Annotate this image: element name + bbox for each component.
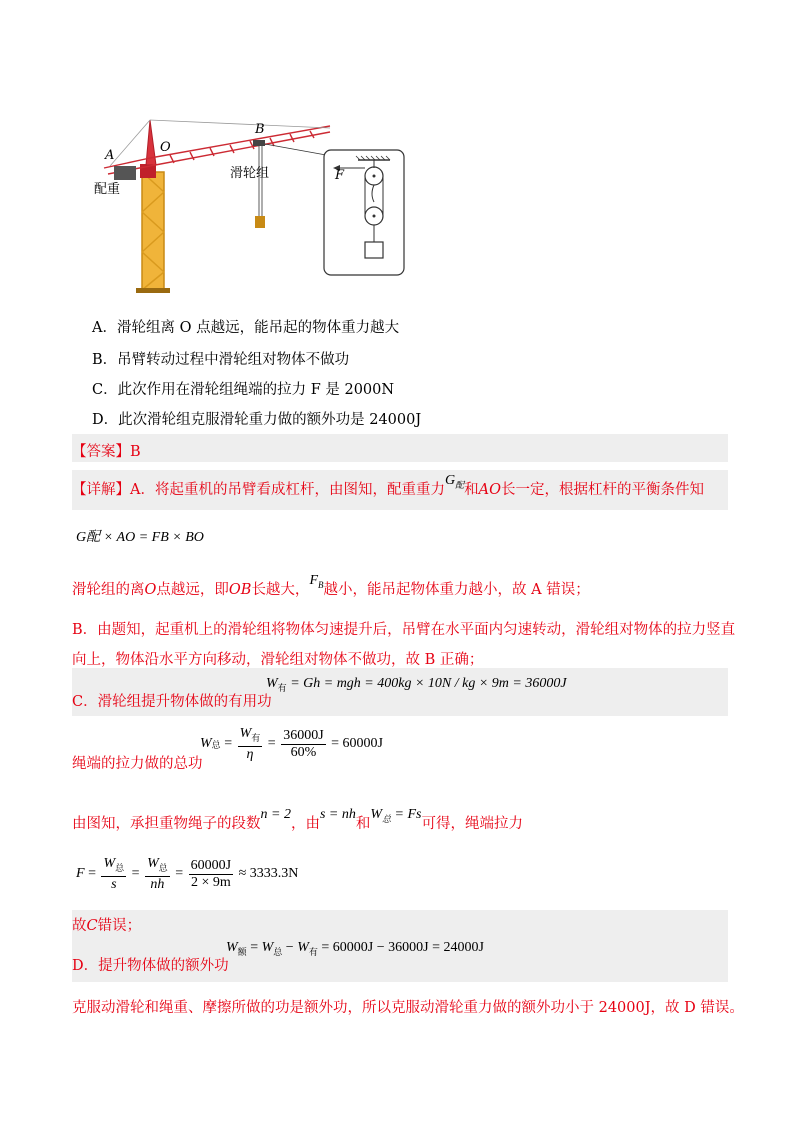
distance-relation: s = nh: [319, 807, 356, 822]
crane-figure: [90, 110, 410, 295]
label-F: F: [335, 168, 345, 183]
detail-a-line2-2: 点越远，即: [156, 582, 229, 598]
label-pulley: 滑轮组: [230, 166, 270, 181]
option-c: C．此次作用在滑轮组绳端的拉力 F 是 2000N: [92, 382, 395, 398]
total-work-equation: W 总 = $\frac{W_有}{\eta}$ = $\frac{36000J}{60\%}$ = 60000J: [200, 726, 383, 762]
lever-equation: G配 × AO = FB × BO: [76, 530, 204, 545]
detail-c-line3: 由图知，承担重物绳子的段数n = 2，由s = nh和$W_总 = Fs$可得，绳端拉力: [72, 807, 523, 832]
detail-c-conclusion: [72, 914, 141, 935]
pull-force-result: ≈ 3333.3N: [238, 866, 299, 882]
total-work-den: 60%: [290, 744, 317, 760]
crane-illustration: [90, 110, 410, 295]
total-work-num: 36000J: [283, 727, 324, 743]
detail-a-intro-2: 和: [464, 482, 479, 498]
detail-a-intro-1: 【详解】A．将起重机的吊臂看成杠杆，由图知，配重重力: [72, 482, 445, 498]
detail-c-line3-2: ，由: [290, 816, 320, 832]
detail-c-line1: C．滑轮组提升物体做的有用功: [72, 694, 272, 710]
detail-a-line2-ob: OB: [228, 582, 252, 598]
detail-a-intro-ao: AO: [478, 482, 501, 498]
answer-label: 【答案】B: [72, 444, 141, 460]
detail-a-line2-1: 滑轮组的离: [72, 582, 145, 598]
detail-d-line1: D．提升物体做的额外功: [72, 958, 229, 974]
rope-segments: n = 2: [260, 807, 291, 822]
detail-d-line2: 克服动滑轮和绳重、摩擦所做的功是额外功，所以克服动滑轮重力做的额外功小于 24000J，故 D 错误。: [72, 1000, 744, 1016]
label-O: O: [160, 140, 171, 155]
label-counterweight: 配重: [94, 182, 121, 197]
total-work-result: = 60000J: [331, 736, 383, 752]
detail-c-line3-1: 由图知，承担重物绳子的段数: [72, 816, 261, 832]
detail-a-line2-3: 长越大，: [251, 582, 310, 598]
detail-b-line1: B．由题知，起重机上的滑轮组将物体匀速提升后，吊臂在水平面内匀速转动，滑轮组对物体的拉力竖直: [72, 622, 736, 638]
detail-a-intro: 【详解】A．将起重机的吊臂看成杠杆，由图知，配重重力$G_配$和AO长一定，根据杠杆的平衡条件知: [72, 473, 704, 498]
detail-c-conclusion-c: C: [86, 918, 98, 934]
pull-force-equation: F = $\frac{W_总}{s}$ = $\frac{W_总}{nh}$ = $\frac{60000J}{2 \times 9m}$ ≈ 3333.3N: [76, 856, 299, 892]
detail-c-line2: 绳端的拉力做的总功: [72, 756, 203, 772]
detail-c-line3-3: 和: [355, 816, 371, 832]
pull-force-den: 2 × 9m: [190, 874, 231, 890]
detail-c-conclusion-1: 故: [72, 918, 87, 934]
useful-work-value: = Gh = mgh = 400kg × 10N / kg × 9m = 36000J: [290, 676, 567, 691]
label-A: A: [105, 148, 115, 163]
useful-work-equation: $W_有 = Gh$ = mgh = 400kg × 10N / kg × 9m = 36000J: [266, 676, 567, 693]
detail-a-intro-3: 长一定，根据杠杆的平衡条件知: [500, 482, 704, 498]
answer-shade: [72, 434, 728, 462]
option-b: B．吊臂转动过程中滑轮组对物体不做功: [92, 352, 350, 368]
detail-c-line3-5: 可得，绳端拉力: [421, 816, 523, 832]
detail-a-line2-o: O: [144, 582, 157, 598]
detail-a-line2: 滑轮组的离O点越远，即OB长越大，$F_B$越小，能吊起物体重力越小，故 A 错误；: [72, 573, 590, 598]
detail-a-line2-4: 越小，能吊起物体重力越小，故 A 错误；: [323, 582, 590, 598]
label-B: B: [255, 122, 265, 137]
option-d: D．此次滑轮组克服滑轮重力做的额外功是 24000J: [92, 412, 422, 428]
detail-b-line2: 向上，物体沿水平方向移动，滑轮组对物体不做功，故 B 正确；: [72, 652, 484, 668]
detail-c-conclusion-2: 错误；: [97, 918, 142, 934]
option-a: A．滑轮组离 O 点越远，能吊起的物体重力越大: [92, 320, 400, 336]
extra-work-value: = 60000J − 36000J = 24000J: [321, 940, 484, 955]
pull-force-num: 60000J: [190, 857, 232, 873]
work-relation: = Fs: [394, 807, 422, 822]
extra-work-equation: $W_额 = W_总 - W_有 = 60000J - 36000J = 24000J$: [226, 940, 484, 957]
